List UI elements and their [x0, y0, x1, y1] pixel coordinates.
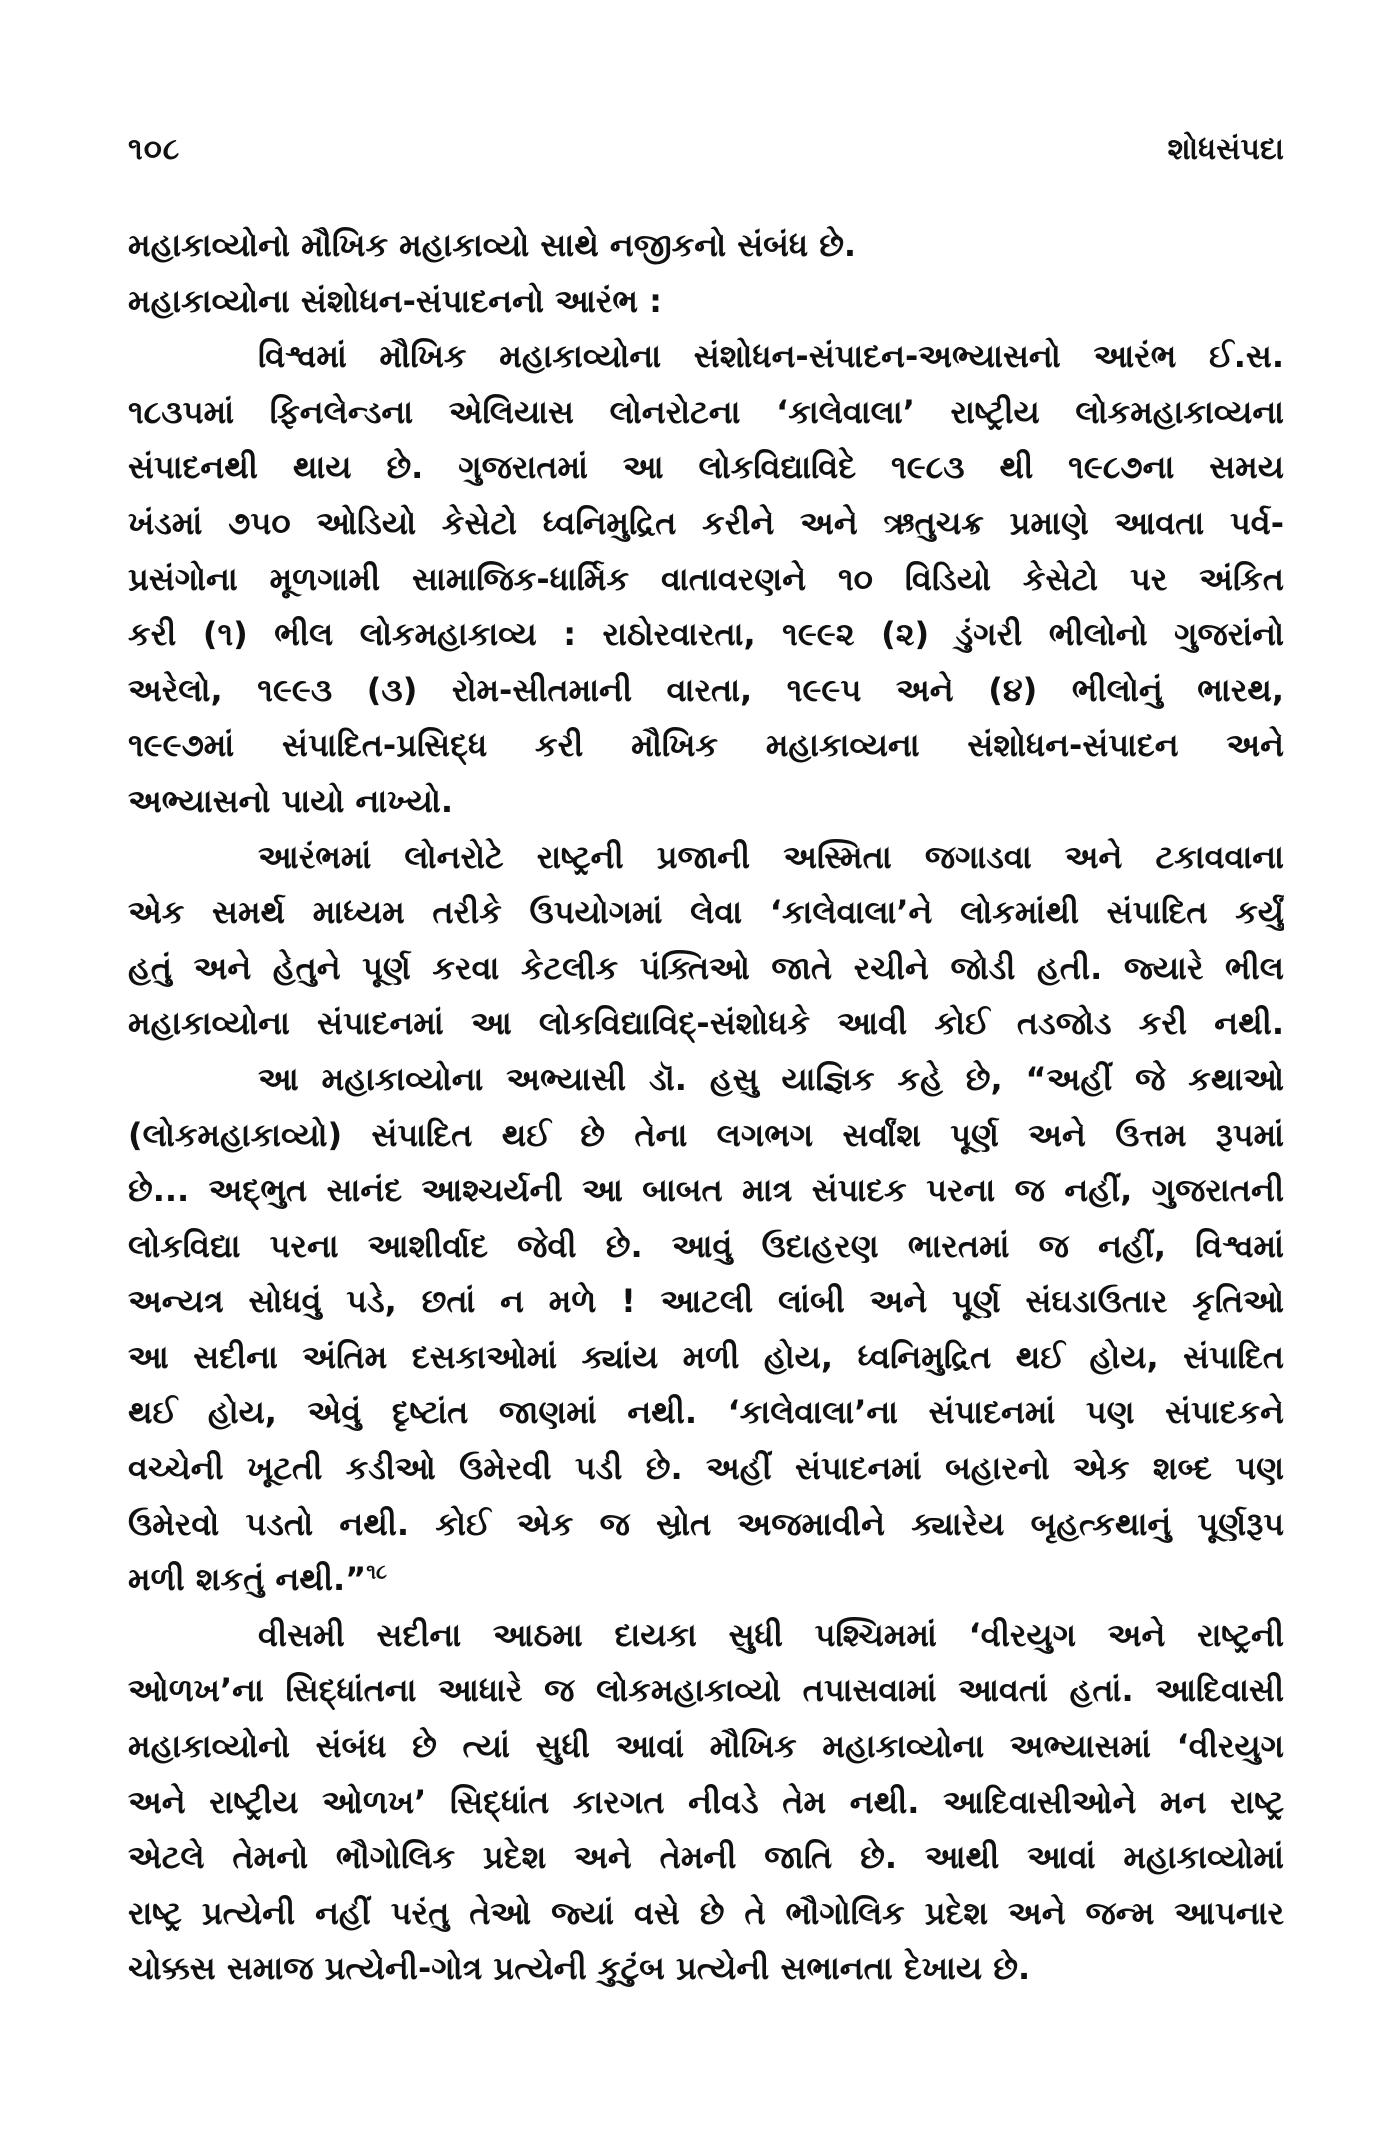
text-line: એટલે તેમનો ભૌગોલિક પ્રદેશ અને તેમની જાતિ છે. આથી આવાં મહાકાવ્યોમાં: [128, 1838, 1284, 1877]
text-line: આરંભમાં લોનરોટે રાષ્ટ્રની પ્રજાની અસ્મિતા જગાડવા અને ટકાવવાના: [258, 837, 1284, 876]
text-line: ઓળખ’ના સિદ્ધાંતના આધારે જ લોકમહાકાવ્યો તપાસવામાં આવતાં હતાં. આદિવાસી: [128, 1671, 1284, 1710]
text-line: વીસમી સદીના આઠમા દાયકા સુધી પશ્ચિમમાં ‘વીરયુગ અને રાષ્ટ્રની: [258, 1615, 1284, 1654]
text-line: મહાકાવ્યોના સંપાદનમાં આ લોકવિદ્યાવિદ્-સંશોધકે આવી કોઈ તડજોડ કરી નથી.: [128, 1004, 1284, 1043]
text-line: હતું અને હેતુને પૂર્ણ કરવા કેટલીક પંક્તિઓ જાતે રચીને જોડી હતી. જ્યારે ભીલ: [128, 948, 1284, 987]
page-number: ૧૦૮: [128, 132, 181, 167]
text-line: છે... અદ્ભુત સાનંદ આશ્ચર્યની આ બાબત માત્ર સંપાદક પરના જ નહીં, ગુજરાતની: [128, 1171, 1284, 1210]
text-line: મહાકાવ્યોનો સંબંધ છે ત્યાં સુધી આવાં મૌખિક મહાકાવ્યોના અભ્યાસમાં ‘વીરયુગ: [128, 1727, 1284, 1766]
text-line: અરેલો, ૧૯૯૩ (૩) રોમ-સીતમાની વારતા, ૧૯૯૫ અને (૪) ભીલોનું ભારથ,: [128, 670, 1284, 709]
text-line: મહાકાવ્યોનો મૌખિક મહાકાવ્યો સાથે નજીકનો સંબંધ છે.: [128, 226, 857, 264]
text-line: થઈ હોય, એવું દૃષ્ટાંત જાણમાં નથી. ‘કાલેવાલા’ના સંપાદનમાં પણ સંપાદકને: [128, 1393, 1284, 1432]
paragraph-3-quotation: [128, 1052, 1284, 1608]
text-line: એક સમર્થ માધ્યમ તરીકે ઉપયોગમાં લેવા ‘કાલેવાલા’ને લોકમાંથી સંપાદિત કર્યું: [128, 893, 1284, 932]
text-line: ૧૮૩૫માં ફિનલેન્ડના એલિયાસ લોનરોટના ‘કાલેવાલા’ રાષ્ટ્રીય લોકમહાકાવ્યના: [128, 392, 1284, 431]
paragraph-2: [128, 830, 1284, 1052]
text-line-with-footnote: [128, 1552, 1284, 1608]
text-line: ઉમેરવો પડતો નથી. કોઈ એક જ સ્રોત અજમાવીને ક્યારેય બૃહત્કથાનું પૂર્ણરૂપ: [128, 1504, 1284, 1543]
section-heading: મહાકાવ્યોના સંશોધન-સંપાદનનો આરંભ :: [128, 281, 662, 320]
text-line: અને રાષ્ટ્રીય ઓળખ’ સિદ્ધાંત કારગત નીવડે તેમ નથી. આદિવાસીઓને મન રાષ્ટ્ર: [128, 1782, 1284, 1821]
running-header: [128, 132, 1284, 192]
text-line: પ્રસંગોના મૂળગામી સામાજિક-ધાર્મિક વાતાવરણને ૧૦ વિડિયો કેસેટો પર અંકિત: [128, 559, 1284, 598]
text-line: અભ્યાસનો પાયો નાખ્યો.: [128, 781, 454, 820]
text-line: ખંડમાં ૭૫૦ ઓડિયો કેસેટો ધ્વનિમુદ્રિત કરીને અને ઋતુચક્ર પ્રમાણે આવતા પર્વ-: [128, 503, 1284, 542]
paragraph-4: [128, 1608, 1284, 1997]
text-line: (લોકમહાકાવ્યો) સંપાદિત થઈ છે તેના લગભગ સર્વાંશ પૂર્ણ અને ઉત્તમ રૂપમાં: [128, 1115, 1284, 1154]
text-line: મળી શકતું નથી.”: [128, 1560, 367, 1599]
text-line: રાષ્ટ્ર પ્રત્યેની નહીં પરંતુ તેઓ જ્યાં વસે છે તે ભૌગોલિક પ્રદેશ અને જન્મ આપનાર: [128, 1893, 1284, 1932]
running-title: શોધસંપદા: [1167, 132, 1284, 167]
text-line: વચ્ચેની ખૂટતી કડીઓ ઉમેરવી પડી છે. અહીં સંપાદનમાં બહારનો એક શબ્દ પણ: [128, 1449, 1284, 1488]
text-line: આ મહાકાવ્યોના અભ્યાસી ડૉ. હસુ યાજ્ઞિક કહે છે, “અહીં જે કથાઓ: [258, 1059, 1284, 1098]
text-line: લોકવિદ્યા પરના આશીર્વાદ જેવી છે. આવું ઉદાહરણ ભારતમાં જ નહીં, વિશ્વમાં: [128, 1226, 1284, 1265]
text-line: ૧૯૯૭માં સંપાદિત-પ્રસિદ્ધ કરી મૌખિક મહાકાવ્યના સંશોધન-સંપાદન અને: [128, 726, 1284, 765]
text-line: વિશ્વમાં મૌખિક મહાકાવ્યોના સંશોધન-સંપાદન-અભ્યાસનો આરંભ ઈ.સ.: [258, 337, 1284, 376]
text-line: ચોક્કસ સમાજ પ્રત્યેની-ગોત્ર પ્રત્યેની કુટુંબ પ્રત્યેની સભાનતા દેખાય છે.: [128, 1949, 1031, 1988]
paragraph-1: [128, 329, 1284, 829]
text-line: અન્યત્ર સોધવું પડે, છતાં ન મળે ! આટલી લાંબી અને પૂર્ણ સંઘડાઉતાર કૃતિઓ: [128, 1282, 1284, 1321]
body-text: [128, 218, 1284, 1997]
footnote-reference: ૧૮: [366, 1559, 388, 1584]
text-line: સંપાદનથી થાય છે. ગુજરાતમાં આ લોકવિદ્યાવિદે ૧૯૮૩ થી ૧૯૮૭ના સમય: [128, 448, 1284, 487]
text-line: આ સદીના અંતિમ દસકાઓમાં ક્યાંય મળી હોય, ધ્વનિમુદ્રિત થઈ હોય, સંપાદિત: [128, 1337, 1284, 1376]
text-line: કરી (૧) ભીલ લોકમહાકાવ્ય : રાઠોરવારતા, ૧૯૯૨ (૨) ડુંગરી ભીલોનો ગુજરાંનો: [128, 615, 1284, 654]
